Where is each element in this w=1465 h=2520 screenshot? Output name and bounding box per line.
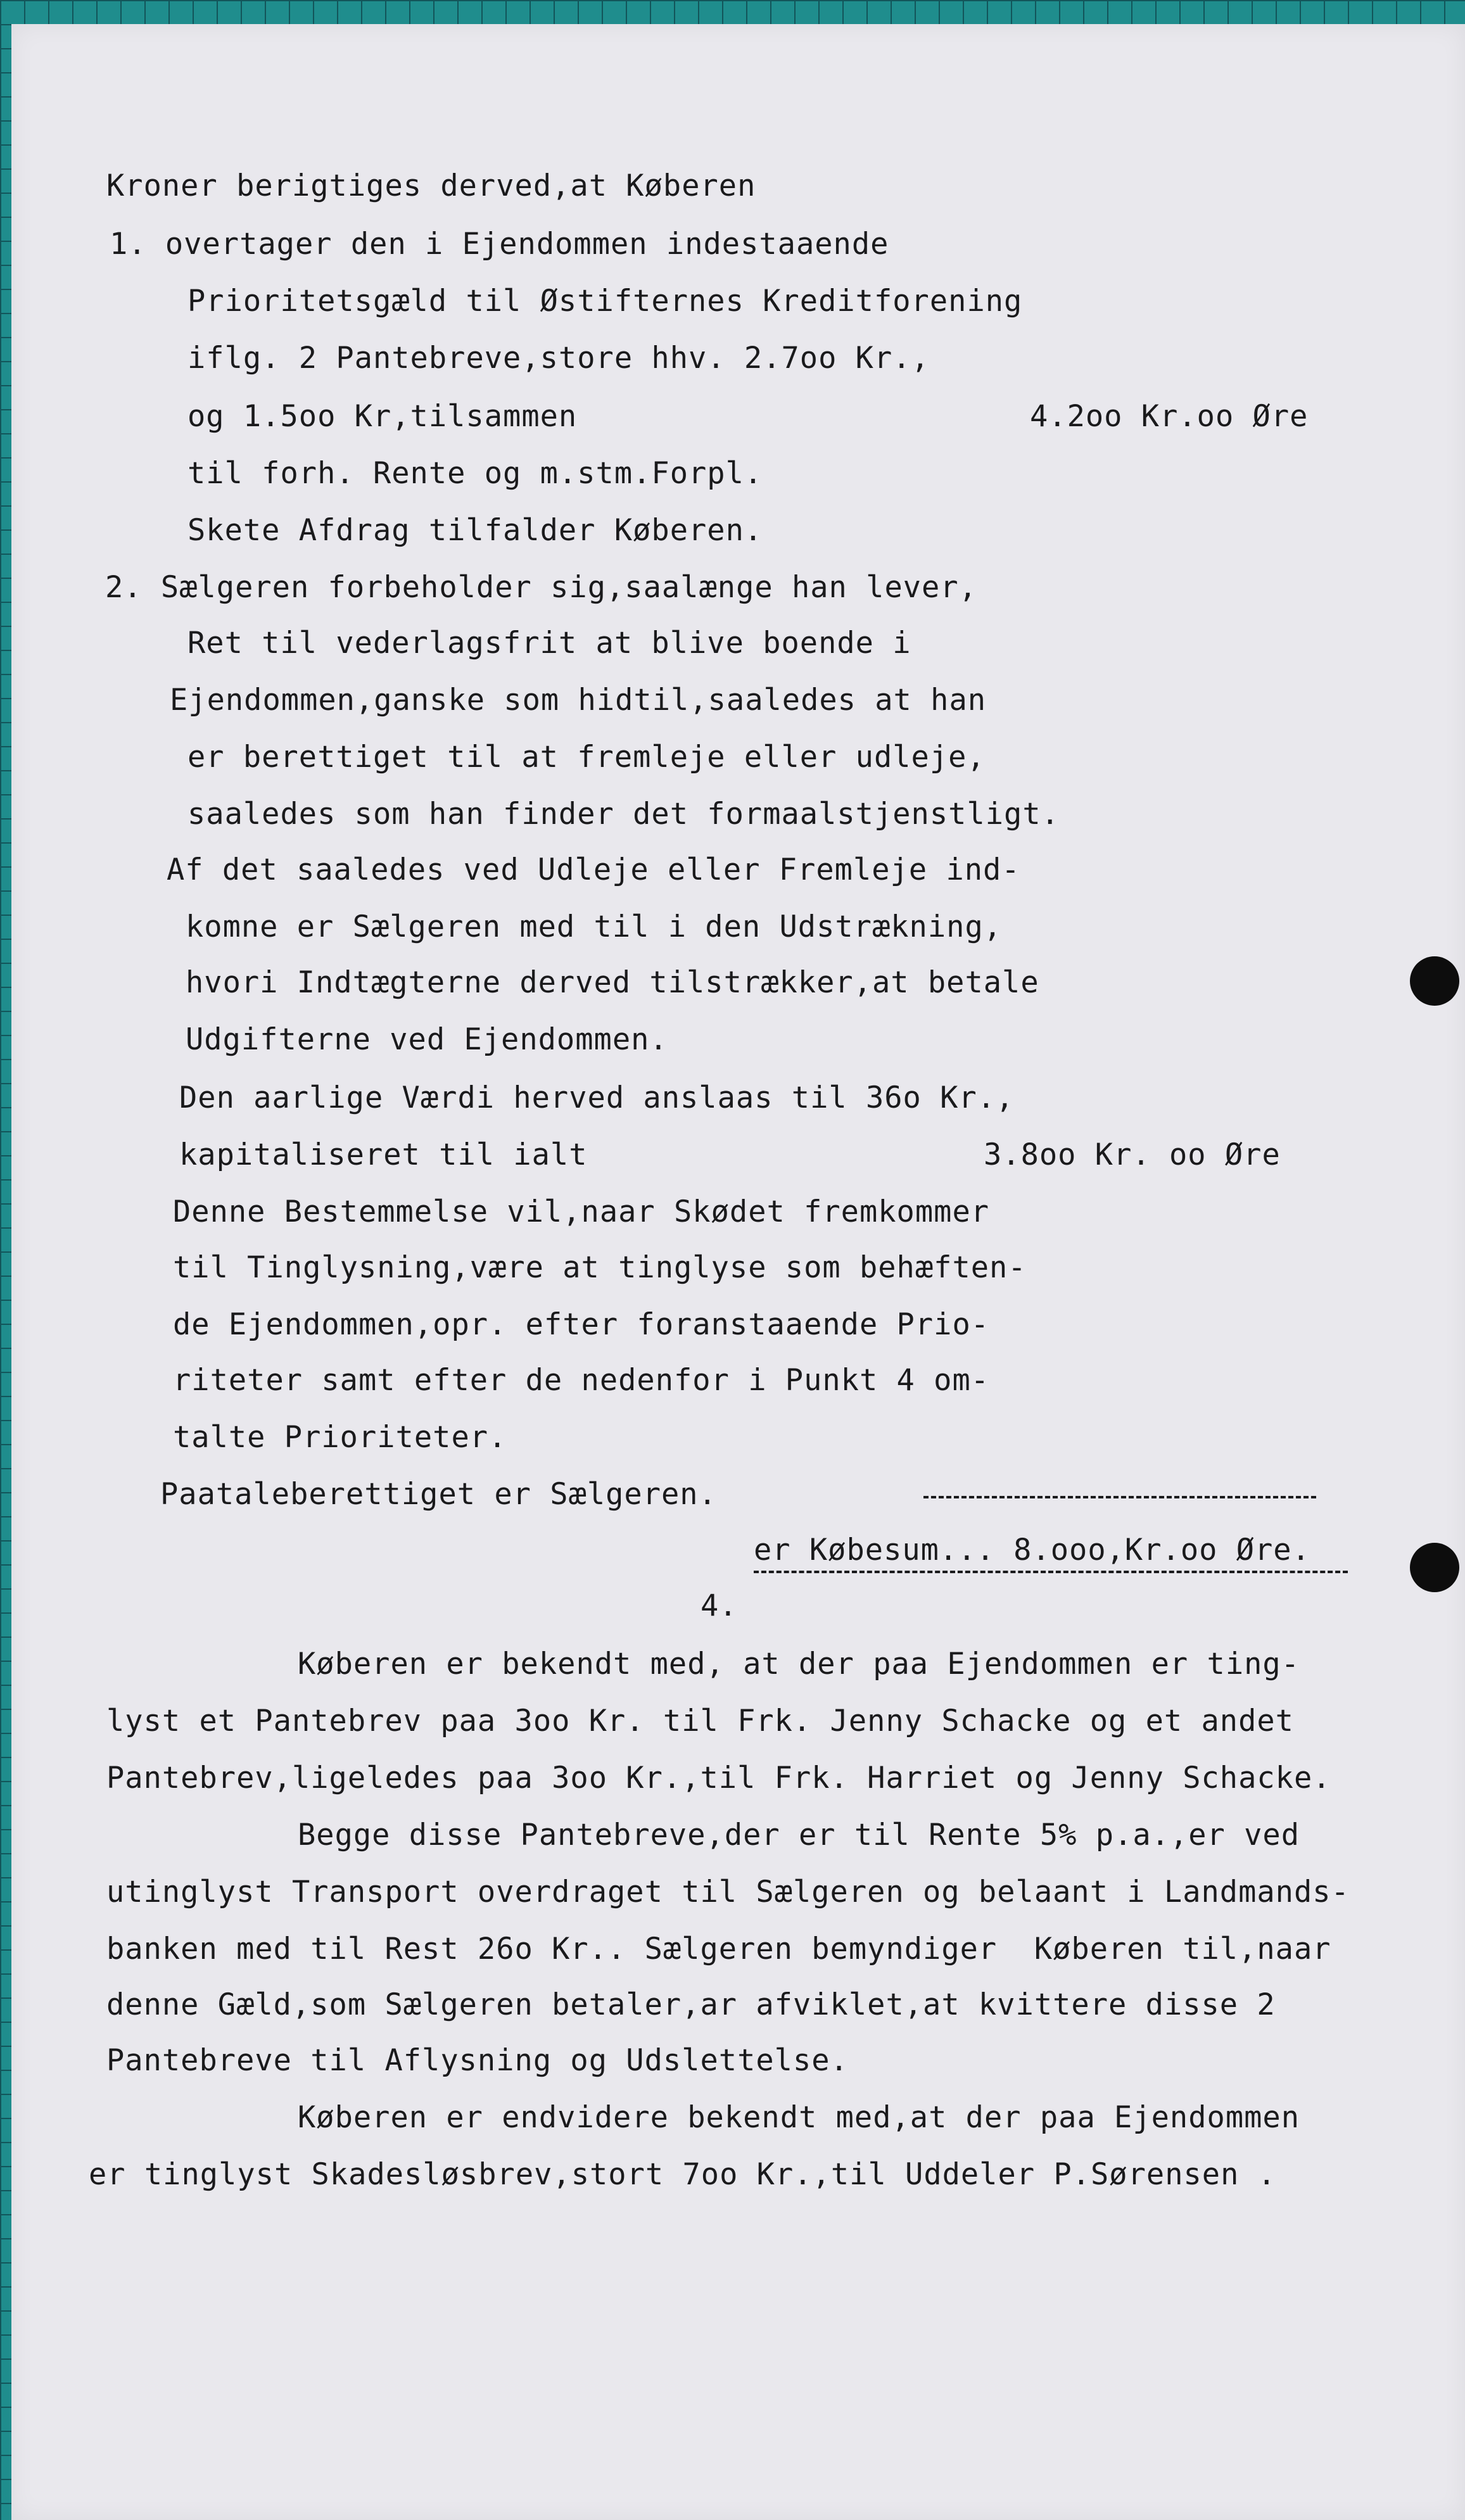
text-line: Den aarlige Værdi herved anslaas til 36o Kr., — [179, 1080, 1015, 1115]
text-line: Kroner berigtiges derved,at Køberen — [106, 168, 756, 203]
text-line: til Tinglysning,være at tinglyse som behæften- — [173, 1250, 1027, 1285]
punch-hole — [1410, 956, 1459, 1006]
text-line: de Ejendommen,opr. efter foranstaaende Prio- — [173, 1307, 990, 1342]
text-line: riteter samt efter de nedenfor i Punkt 4 om- — [173, 1363, 990, 1398]
dashed-rule — [754, 1571, 1348, 1573]
text-line: er tinglyst Skadesløsbrev,stort 7oo Kr.,til Uddeler P.Sørensen . — [89, 2157, 1276, 2192]
text-line: lyst et Pantebrev paa 3oo Kr. til Frk. Jenny Schacke og et andet — [106, 1704, 1294, 1738]
amount-value: 4.2oo Kr.oo Øre — [1030, 399, 1309, 434]
text-line: Paataleberettiget er Sælgeren. — [160, 1477, 717, 1512]
purchase-sum: er Købesum... 8.ooo,Kr.oo Øre. — [754, 1533, 1310, 1567]
text-line: Skete Afdrag tilfalder Køberen. — [187, 513, 763, 548]
text-line: komne er Sælgeren med til i den Udstrækning, — [186, 909, 1003, 944]
text-line: Denne Bestemmelse vil,naar Skødet fremkommer — [173, 1194, 990, 1229]
text-line: Begge disse Pantebreve,der er til Rente 5% p.a.,er ved — [298, 1818, 1300, 1852]
text-line: er berettiget til at fremleje eller udleje, — [187, 740, 986, 775]
section-number: 4. — [701, 1588, 738, 1623]
text-line: Pantebreve til Aflysning og Udslettelse. — [106, 2043, 849, 2078]
text-line: Prioritetsgæld til Østifternes Kreditforening — [187, 284, 1023, 319]
text-line: Udgifterne ved Ejendommen. — [186, 1022, 668, 1057]
amount-value: 3.8oo Kr. oo Øre — [984, 1137, 1281, 1172]
text-line: Køberen er endvidere bekendt med,at der paa Ejendommen — [298, 2100, 1300, 2135]
text-line: til forh. Rente og m.stm.Forpl. — [187, 456, 763, 491]
text-line: banken med til Rest 26o Kr.. Sælgeren bemyndiger Køberen til,naar — [106, 1932, 1331, 1966]
text-line: iflg. 2 Pantebreve,store hhv. 2.7oo Kr., — [187, 341, 930, 376]
text-line: og 1.5oo Kr,tilsammen — [187, 399, 578, 434]
text-line: hvori Indtægterne derved tilstrækker,at betale — [186, 965, 1039, 1000]
text-line: Køberen er bekendt med, at der paa Ejendommen er ting- — [298, 1647, 1300, 1681]
dashed-rule — [923, 1496, 1316, 1498]
text-line: saaledes som han finder det formaalstjenstligt. — [187, 797, 1060, 832]
text-line: Af det saaledes ved Udleje eller Fremleje ind- — [167, 852, 1020, 887]
document-page — [11, 24, 1465, 2520]
text-line: talte Prioriteter. — [173, 1420, 507, 1455]
text-line: kapitaliseret til ialt — [179, 1137, 588, 1172]
text-line: utinglyst Transport overdraget til Sælgeren og belaant i Landmands- — [106, 1875, 1350, 1909]
text-line: denne Gæld,som Sælgeren betaler,ar afviklet,at kvittere disse 2 — [106, 1987, 1276, 2022]
text-line: Pantebrev,ligeledes paa 3oo Kr.,til Frk. Harriet og Jenny Schacke. — [106, 1761, 1331, 1795]
text-line: Ejendommen,ganske som hidtil,saaledes at han — [170, 683, 987, 718]
text-line: 2. Sælgeren forbeholder sig,saalænge han lever, — [105, 570, 977, 605]
text-line: Ret til vederlagsfrit at blive boende i — [187, 626, 911, 661]
punch-hole — [1410, 1543, 1459, 1592]
text-line: 1. overtager den i Ejendommen indestaaende — [110, 227, 889, 262]
